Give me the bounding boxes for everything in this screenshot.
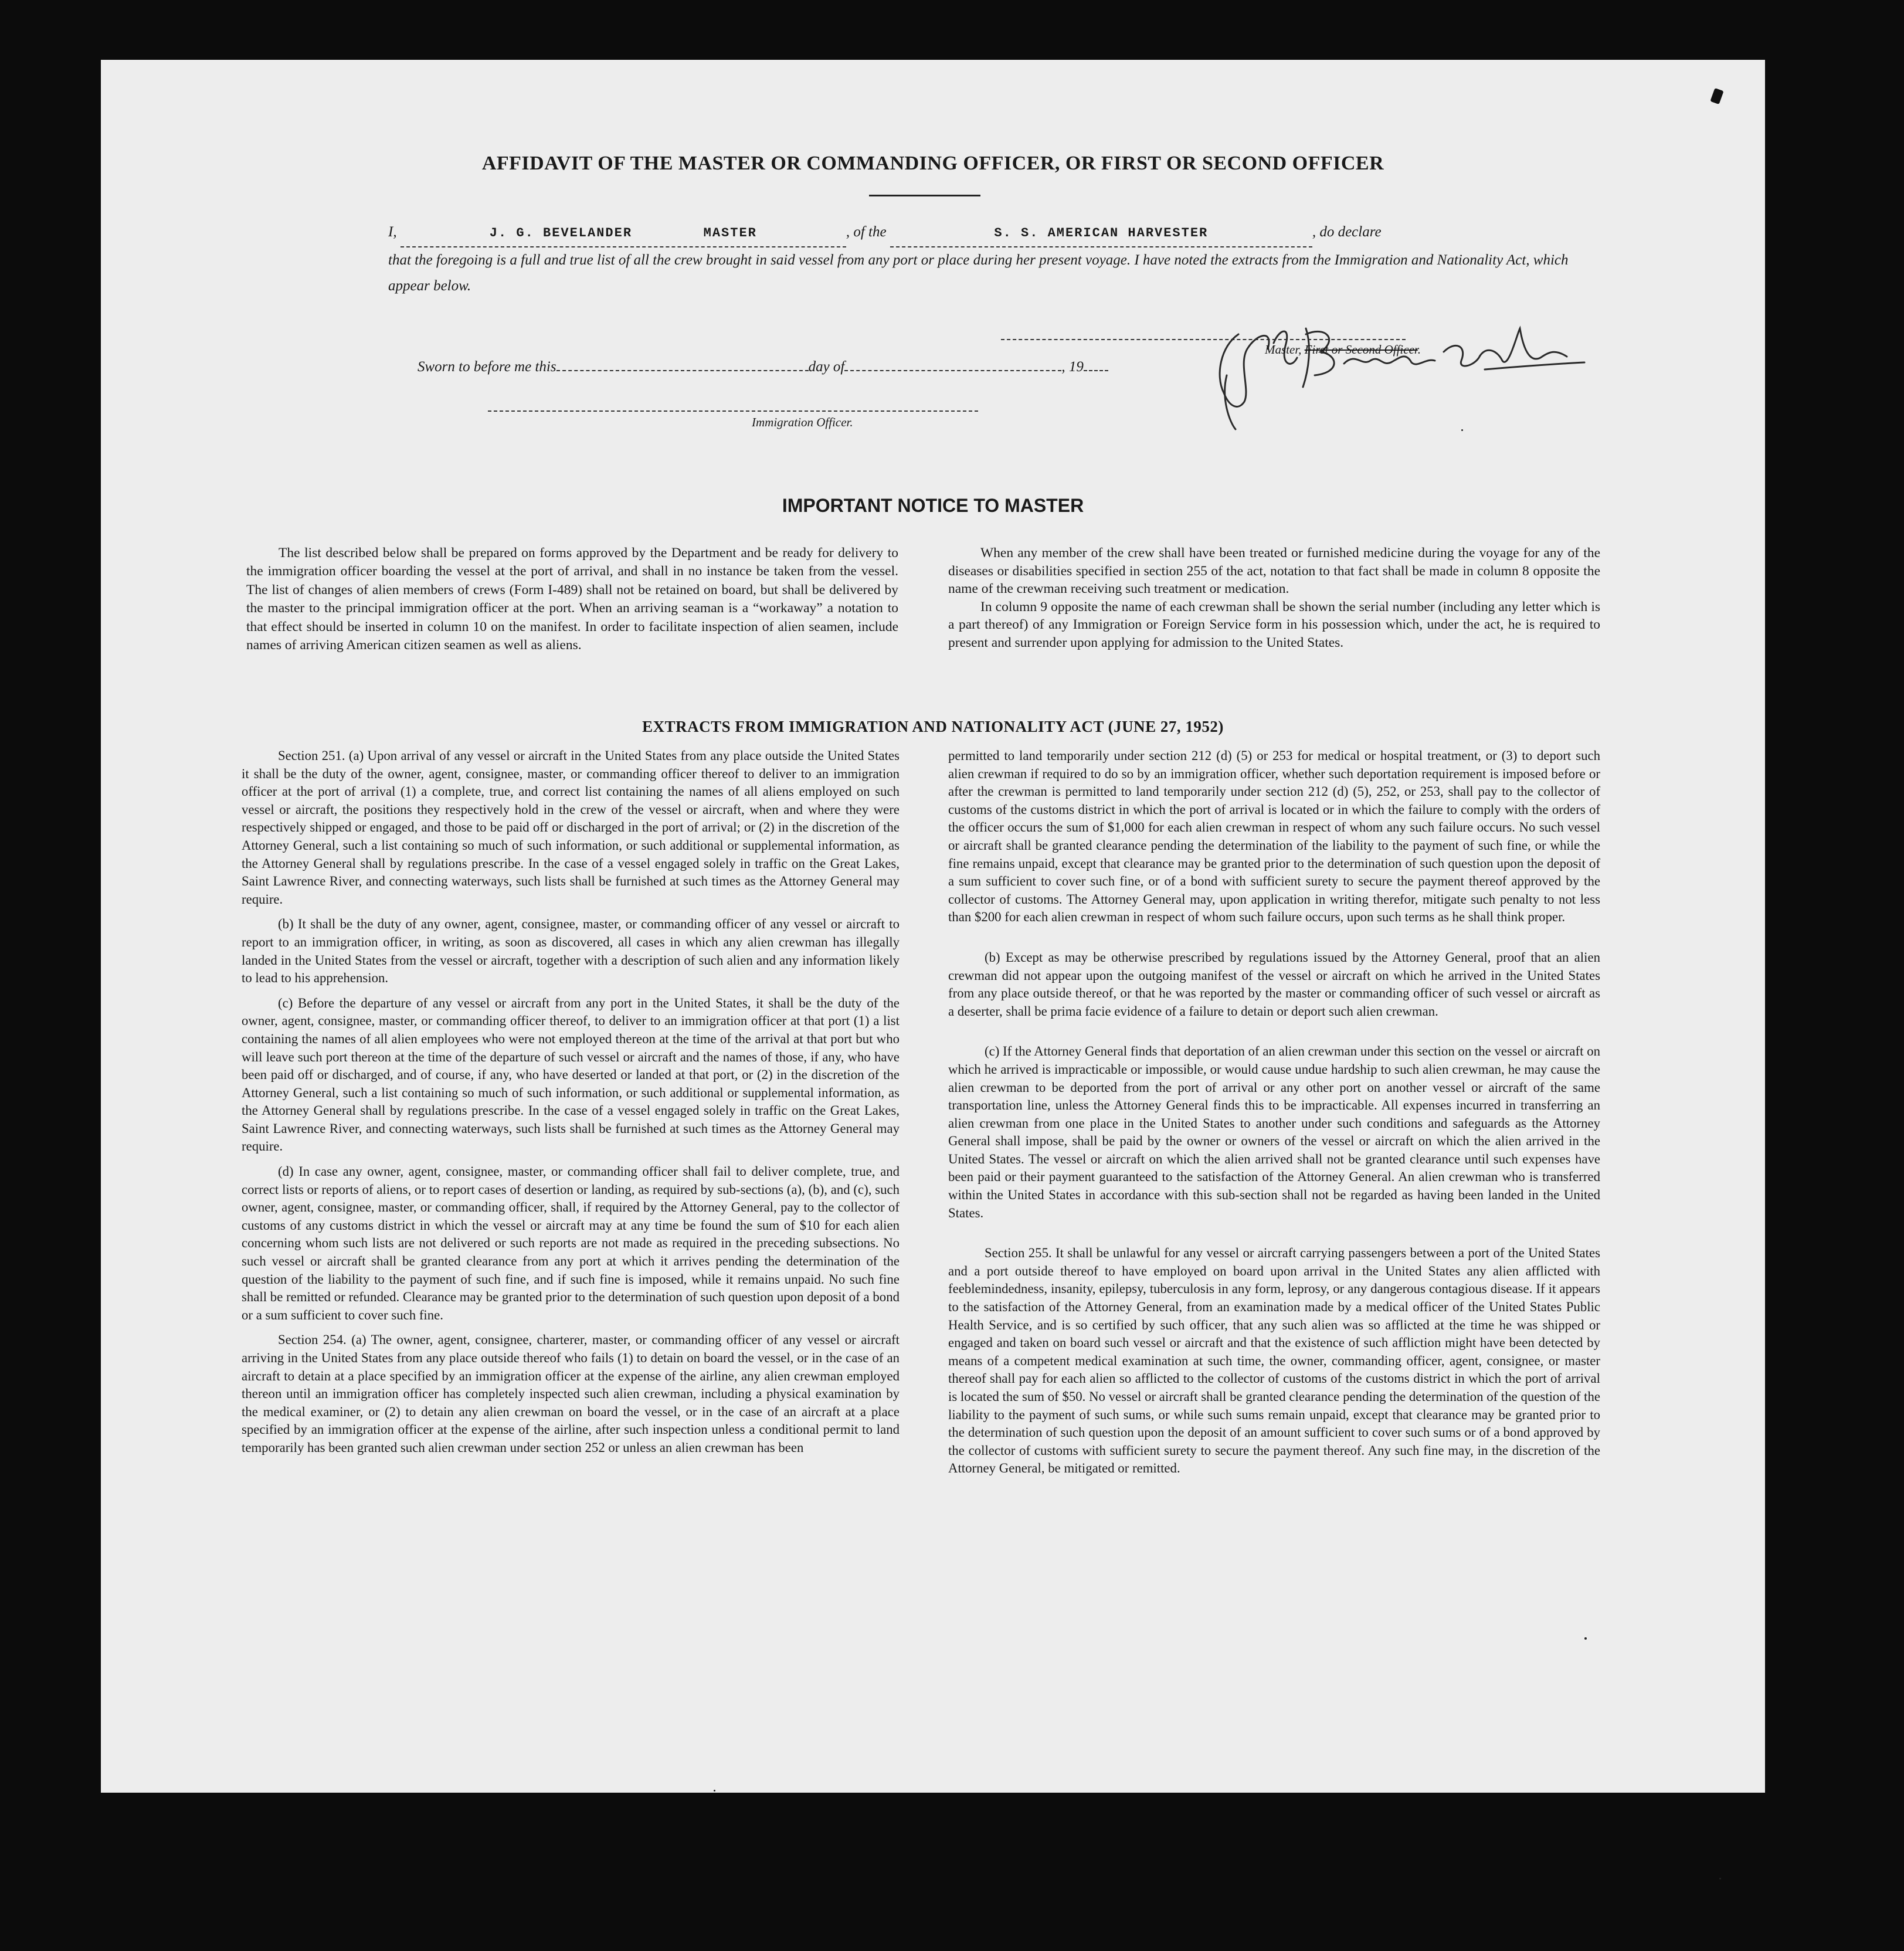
sworn-line: [418, 359, 1108, 375]
of-the-label: , of the: [846, 224, 887, 240]
sworn-year-blank: [1084, 370, 1108, 371]
affidavit-title: AFFIDAVIT OF THE MASTER OR COMMANDING OFFICER, OR FIRST OR SECOND OFFICER: [481, 152, 1384, 174]
vessel-name-value: S. S. AMERICAN HARVESTER: [994, 226, 1209, 240]
do-declare-label: , do declare: [1312, 224, 1382, 240]
sworn-month-blank: [844, 370, 1061, 371]
section-251c: (c) Before the departure of any vessel or aircraft from any port in the United States, it shall be the duty of the owner, agent, consignee, master, or commanding officer thereof, to deliver to an immigration officer at that port (1) a list containing the names of all alien employees who were not employed thereon at the time of the arrival at that port but who will leave such port thereon at the time of the departure of such vessel or aircraft and the names of those, if any, who have been paid off or discharged, and of course, if any, who have deserted or landed at that port, or (2) in the discretion of the Attorney General, such a list containing so much of such information, or such additional or supplemental information, as the Attorney General shall by regulations prescribe. In the case of a vessel engaged solely in traffic on the Great Lakes, Saint Lawrence River, and connecting waterways, such lists shall be furnished at such times as the Attorney General may require.: [242, 995, 900, 1154]
title-divider: [869, 195, 980, 196]
section-254a: Section 254. (a) The owner, agent, consignee, charterer, master, or commanding officer of any vessel or aircraft arriving in the United States from any place outside thereof who fails (1) to detain on board the vessel, or in the case of an aircraft to detain at a place specified by an immigration officer at the expense of the airline, any alien crewman employed thereon until an immigration officer has completely inspected such alien crewman, including a physical examination by the medical examiner, or (2) to detain any alien crewman on board the vessel, or in the case of an aircraft at a place specified by an immigration officer at the expense of the airline, after such inspection unless a conditional permit to land temporarily has been granted such alien crewman under section 252 or unless an alien crewman has been: [242, 1332, 900, 1455]
section-251a: Section 251. (a) Upon arrival of any vessel or aircraft in the United States from any place outside the United States it shall be the duty of the owner, agent, consignee, master, or commanding officer thereof to deliver to an immigration officer at the port of arrival (1) a complete, true, and correct list containing the names of all aliens employed on such vessel or aircraft, the positions they respectively hold in the crew of the vessel or aircraft, when and where they were respectively shipped or engaged, and those to be paid off or discharged in the port of arrival; or (2) in the discretion of the Attorney General, such a list containing so much of such information, or such additional or supplemental information, as the Attorney General shall by regulations prescribe. In the case of a vessel engaged solely in traffic on the Great Lakes, Saint Lawrence River, and connecting waterways, such lists shall be furnished at such times as the Attorney General may require.: [242, 748, 900, 907]
extracts-title: EXTRACTS FROM IMMIGRATION AND NATIONALITY ACT (JUNE 27, 1952): [642, 718, 1224, 735]
section-254b: (b) Except as may be otherwise prescribed by regulations issued by the Attorney General, proof that an alien crewman did not appear upon the outgoing manifest of the vessel or aircraft on which he arrived in the United States from any place outside thereof, or that he was reported by the master or commanding officer of such vessel or aircraft as a deserter, shall be prima facie evidence of a failure to detain or deport such alien crewman.: [948, 949, 1600, 1019]
master-rank-value: MASTER: [703, 226, 757, 240]
caption-struck-officer: First or Second Officer: [1304, 342, 1418, 357]
immigration-officer-caption: Immigration Officer.: [752, 415, 853, 429]
section-255: Section 255. It shall be unlawful for any vessel or aircraft carrying passengers between a port of the United States and a port outside thereof to have employed on board upon arrival in the United States any alien afflicted with feeblemindedness, insanity, epilepsy, tuberculosis in any form, leprosy, or any dangerous contagious disease. If it appears to the satisfaction of the Attorney General, from an examination made by a medical officer of the United States Public Health Service, and is so certified by such officer, that any such alien was so afflicted at the time he was shipped or engaged and taken on board such vessel or aircraft and that the existence of such affliction might have been detected by means of a competent medical examination at such time, the owner, commanding officer, agent, consignee, or master thereof shall pay for each alien so afflicted to the collector of customs of the customs district in which the port of arrival is located the sum of $50. No vessel or aircraft shall be granted clearance pending the determination of the question of the liability to the payment of such sums, or while such sums remain unpaid, except that clearance may be granted prior to the determination of such question upon the deposit of an amount sufficient to cover such sums or of a bond approved by the collector of customs with sufficient surety to secure the payment thereof. Any such fine may, in the discretion of the Attorney General, be mitigated or remitted.: [948, 1246, 1600, 1476]
document-page: [101, 60, 1765, 1793]
notice-left-column: [246, 544, 898, 654]
section-251d: (d) In case any owner, agent, consignee, master, or commanding officer shall fail to deliver complete, true, and correct lists or reports of aliens, or to report cases of desertion or landing, as required by sub-sections (a), (b), and (c), such owner, agent, consignee, master, or commanding officer, shall, if required by the Attorney General, pay to the collector of customs of any customs district in which the vessel or aircraft may at any time be found the sum of $10 for each alien concerning whom such lists are not delivered or such reports are not made as required in the preceding subsections. No such vessel or aircraft shall be granted clearance from any port at which it arrives pending the determination of the question of the liability to the payment of such fine, and if such fine is imposed, while it remains unpaid. No such fine shall be remitted or refunded. Clearance may be granted prior to the determination of such question upon deposit of a bond or a sum sufficient to cover such fine.: [242, 1164, 900, 1322]
sworn-label: Sworn to before me this: [418, 359, 556, 375]
notice-paragraph: In column 9 opposite the name of each crewman shall be shown the serial number (including any letter which is a part thereof) of any Immigration or Foreign Service form in his possession which, under the act, he is required to present and surrender upon applying for admission to the United States.: [948, 599, 1600, 650]
master-signature: [1203, 293, 1602, 440]
sworn-date-blank: [556, 370, 809, 371]
caption-master: Master,: [1265, 342, 1302, 357]
year-label: , 19: [1061, 359, 1084, 375]
declaration-i-label: I,: [388, 224, 397, 240]
section-254a-continued: permitted to land temporarily under section 212 (d) (5) or 253 for medical or hospital treatment, or (3) to deport such alien crewman if required to do so by an immigration officer, whether such deportation requirement is imposed before or after the crewman is permitted to land temporarily under section 212 (d) (5), 252, or 253, shall pay to the collector of customs of the customs district in which the port of arrival is located or in which the failure to comply with the orders of the officer occurs the sum of $1,000 for each alien crewman in respect of whom any such failure occurs. No such vessel or aircraft shall be granted clearance pending the determination of the liability to the payment of such fine, or while the fine remains unpaid, except that clearance may be granted prior to the determination of such question upon the deposit of a sum sufficient to cover such fine, or of a bond with sufficient surety to secure the payment thereof approved by the collector of customs. The Attorney General may, upon application in writing therefor, mitigate such penalty to not less than $200 for each alien crewman in respect of whom such failure occurs, upon such terms as he shall think proper.: [948, 748, 1600, 925]
extracts-left-column: [242, 747, 900, 1457]
day-of-label: day of: [808, 359, 845, 375]
notice-paragraph: When any member of the crew shall have been treated or furnished medicine during the voyage for any of the diseases or disabilities specified in section 255 of the act, notation to that fact shall be made in column 8 opposite the name of the crewman receiving such treatment or medication.: [948, 545, 1600, 596]
extracts-right-column: [948, 747, 1600, 1478]
signature-caption: [1265, 342, 1421, 357]
section-251b: (b) It shall be the duty of any owner, agent, consignee, master, or commanding officer of any vessel or aircraft to report to an immigration officer, in writing, as soon as discovered, all cases in which any alien crewman has illegally landed in the United States from the vessel or aircraft, together with a description of such alien and any information likely to lead to his apprehension.: [242, 917, 900, 986]
master-name-field: [401, 220, 846, 247]
notice-right-column: [948, 544, 1600, 652]
immigration-officer-line: [488, 410, 978, 412]
caption-period: .: [1417, 342, 1421, 357]
declaration-statement: that the foregoing is a full and true list of all the crew brought in said vessel from any port or place during her present voyage. I have noted the extracts from the Immigration and Nationality Act, which appear below.: [388, 252, 1569, 294]
declaration: [388, 219, 1590, 299]
notice-paragraph: The list described below shall be prepared on forms approved by the Department and be ready for delivery to the immigration officer boarding the vessel at the port of arrival, and shall in no instance be taken from the vessel. The list of changes of alien members of crews (Form I-489) shall not be retained on board, but shall be delivered by the master to the principal immigration officer at the port. When an arriving seaman is a “workaway” a notation to that effect should be inserted in column 10 on the manifest. In order to facilitate inspection of alien seamen, include names of arriving American citizen seamen as well as aliens.: [246, 545, 898, 653]
section-254c: (c) If the Attorney General finds that deportation of an alien crewman under this section on the vessel or aircraft on which he arrived is impracticable or impossible, or would cause undue hardship to such alien crewman, he may cause the alien crewman to be deported from the port of arrival or any other port on another vessel or aircraft of the same transportation line, unless the Attorney General finds this to be impracticable. All expenses incurred in transferring an alien crewman from one place in the United States to another under such conditions and safeguards as the Attorney General shall impose, shall be paid by the owner or owners of the vessel or aircraft on which the alien arrived in the United States. The vessel or aircraft on which the alien arrived shall not be granted clearance until such expenses have been paid or their payment guaranteed to the satisfaction of the Attorney General. An alien crewman who is transferred within the United States in accordance with this sub-section shall not be regarded as having been landed in the United States.: [948, 1044, 1600, 1220]
vessel-name-field: [890, 220, 1312, 247]
notice-title: IMPORTANT NOTICE TO MASTER: [782, 495, 1084, 516]
master-name-value: J. G. BEVELANDER: [489, 226, 633, 240]
